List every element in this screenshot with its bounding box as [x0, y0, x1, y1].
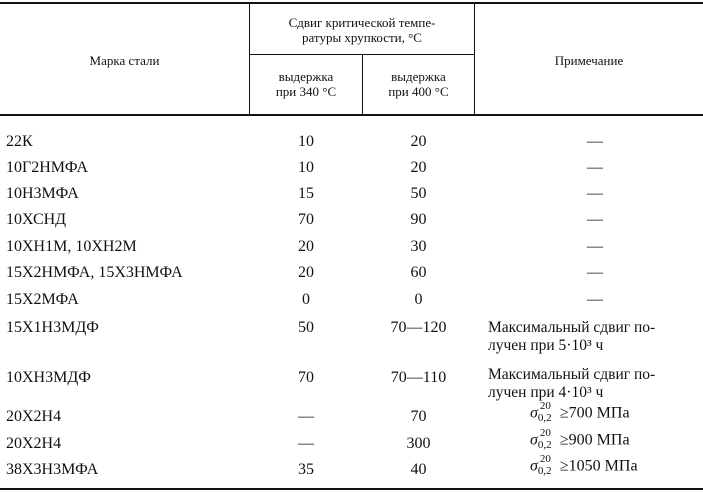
table-row-note-line1: Максимальный сдвиг по- — [488, 319, 656, 336]
header-shift-line1: Сдвиг критической темпе- — [288, 15, 436, 30]
table-row-grade: 15Х2НМФА, 15Х3НМФА — [6, 264, 183, 281]
table-row-grade: 10ХН3МДФ — [6, 369, 91, 386]
header-400-line1: выдержка — [391, 69, 446, 84]
header-bottom-border — [0, 114, 703, 116]
table-row-note: — — [587, 185, 603, 202]
table-row-t340: 20 — [298, 264, 314, 281]
table-row-t400: 0 — [414, 291, 423, 308]
sigma-sup: 20 — [539, 453, 551, 465]
sigma-symbol: σ — [530, 404, 538, 422]
sigma-value: ≥900 МПа — [559, 431, 630, 449]
table-row-note-sigma — [530, 427, 630, 452]
sigma-value: ≥1050 МПа — [559, 457, 638, 475]
table-row-grade: 20Х2Н4 — [6, 408, 62, 425]
header-340-line2: при 340 °C — [275, 84, 337, 99]
header-340-line1: выдержка — [278, 69, 334, 84]
header-400-line2: при 400 °C — [388, 84, 449, 99]
table-row-t400: 90 — [410, 211, 427, 228]
table-row-note: — — [587, 291, 603, 308]
sigma-sup: 20 — [539, 400, 551, 412]
table-row-note: — — [587, 159, 603, 176]
table-row-t400: 60 — [410, 264, 427, 281]
table-row-grade: 10ХН1М, 10ХН2М — [6, 238, 137, 255]
table-row-t400: 70 — [410, 408, 427, 425]
header-note: Примечание — [554, 53, 624, 68]
table-row-t400: 50 — [410, 185, 427, 202]
table-row-t340: 35 — [298, 461, 314, 478]
table-row-grade: 38Х3Н3МФА — [6, 461, 99, 478]
table-row-note: — — [587, 211, 603, 228]
table-row-t400: 300 — [406, 435, 431, 452]
table-row-t340: 70 — [298, 369, 314, 386]
table-row-t340: 10 — [298, 133, 314, 150]
table-row-note-line1: Максимальный сдвиг по- — [488, 366, 656, 383]
table-row-t400: 40 — [410, 461, 427, 478]
sigma-symbol: σ — [530, 457, 538, 475]
table-row-note-line2: лучен при 4·10³ ч — [488, 384, 604, 401]
table-row-grade: 10ХСНД — [6, 211, 67, 228]
table-row-note-sigma — [530, 453, 638, 478]
table-row-t340: 0 — [302, 291, 310, 308]
table-row-note-sigma — [530, 400, 630, 425]
table-bottom-border — [0, 488, 703, 490]
sigma-sub: 0,2 — [537, 439, 552, 451]
table-row-grade: 10Н3МФА — [6, 185, 79, 202]
table-row-note: — — [587, 238, 603, 255]
sigma-symbol: σ — [530, 431, 538, 449]
table-row-note: — — [587, 264, 603, 281]
header-shift-line2: ратуры хрупкости, °C — [302, 30, 422, 45]
table-row-t340: — — [298, 435, 314, 452]
table-row-grade: 15Х2МФА — [6, 291, 79, 308]
sigma-value: ≥700 МПа — [559, 404, 630, 422]
header-grade: Марка стали — [89, 53, 160, 68]
header-shift — [250, 15, 474, 45]
header-400 — [363, 69, 474, 99]
table-row-note: — — [587, 133, 603, 150]
table-row-t340: 70 — [298, 211, 314, 228]
table-row-grade: 15Х1Н3МДФ — [6, 319, 99, 336]
table-row-note-line2: лучен при 5·10³ ч — [488, 337, 604, 354]
sigma-sub: 0,2 — [537, 465, 552, 477]
table-row-t400: 70—120 — [390, 319, 447, 336]
table-row-grade: 22К — [6, 133, 33, 150]
table-row-grade: 20Х2Н4 — [6, 435, 62, 452]
table-row-t400: 30 — [410, 238, 427, 255]
table-row-t340: — — [298, 408, 314, 425]
table-row-t340: 20 — [298, 238, 314, 255]
header-340 — [250, 69, 362, 99]
table-row-t400: 20 — [410, 159, 427, 176]
sigma-sup: 20 — [539, 427, 551, 439]
sigma-sub: 0,2 — [537, 412, 552, 424]
table-row-t400: 70—110 — [390, 369, 447, 386]
table-row-t400: 20 — [410, 133, 427, 150]
table-row-t340: 10 — [298, 159, 314, 176]
table-top-border — [0, 2, 703, 4]
table-row-t340: 15 — [298, 185, 314, 202]
table-row-grade: 10Г2НМФА — [6, 159, 89, 176]
table-row-t340: 50 — [298, 319, 314, 336]
